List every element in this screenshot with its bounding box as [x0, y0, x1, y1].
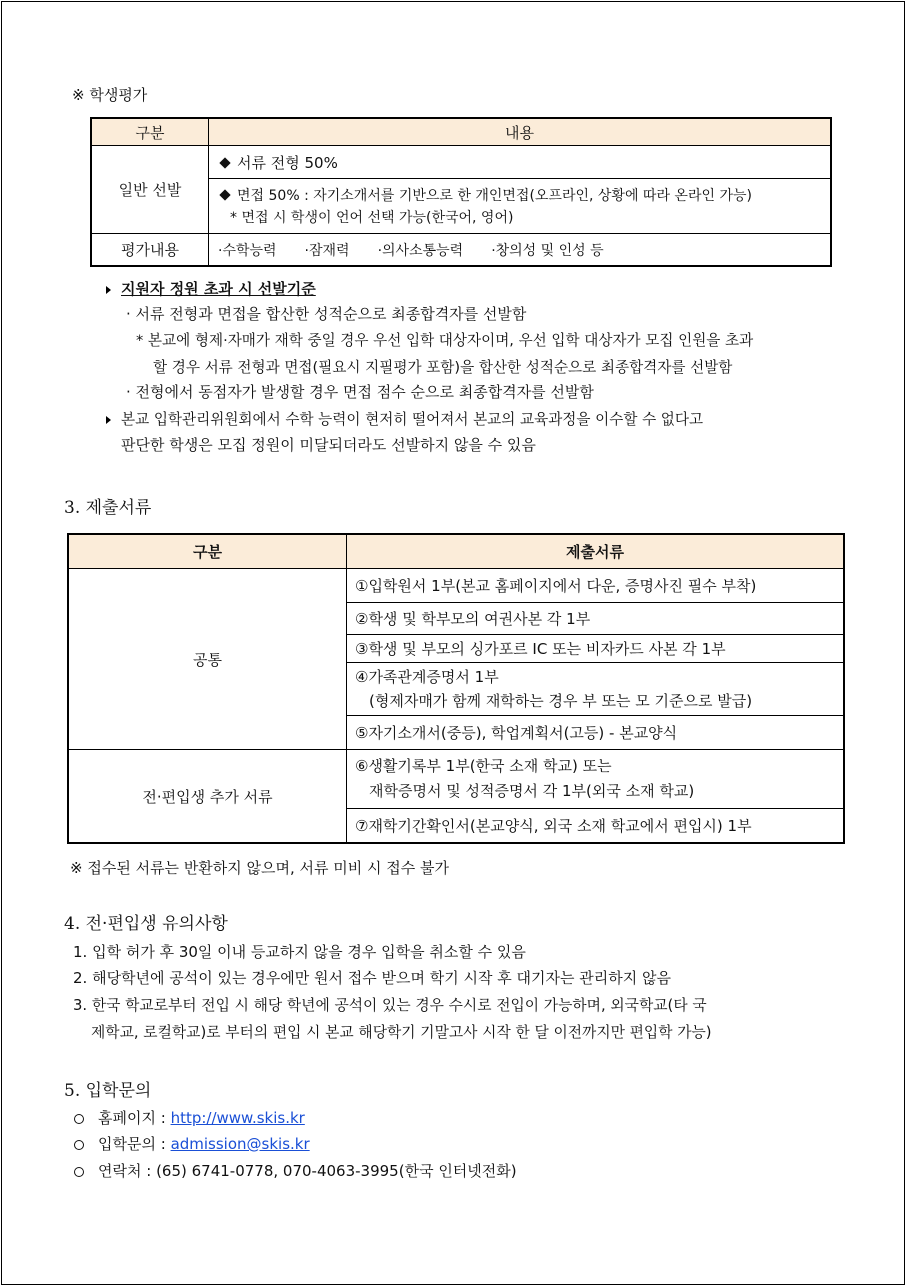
eval-doc-review: 서류 전형 50%	[209, 146, 832, 179]
eval-interview: 면접 50% : 자기소개서를 기반으로 한 개인면접(오프라인, 상황에 따라 온라인 가능) * 면접 시 학생이 언어 선택 가능(한국어, 영어)	[209, 179, 832, 234]
selection-line: * 본교에 형제·자매가 재학 중일 경우 우선 입학 대상자이며, 우선 입학 대상자가 모집 인원을 초과	[136, 332, 754, 349]
docs-item: ⑤자기소개서(중등), 학업계획서(고등) - 본교양식	[347, 716, 845, 750]
triangle-bullet-icon	[106, 286, 111, 294]
docs-common-label: 공통	[68, 569, 347, 750]
docs-item: ⑦재학기간확인서(본교양식, 외국 소재 학교에서 편입시) 1부	[347, 809, 845, 844]
diamond-bullet-icon	[219, 189, 230, 200]
selection-note: 본교 입학관리위원회에서 수학 능력이 현저히 떨어져서 본교의 교육과정을 이수할 수 없다고	[106, 408, 703, 429]
eval-table	[90, 117, 832, 267]
docs-table	[67, 533, 845, 844]
docs-col-category: 구분	[68, 534, 347, 569]
docs-item: ②학생 및 학부모의 여권사본 각 1부	[347, 603, 845, 635]
criteria-item: ·수학능력	[218, 242, 277, 259]
docs-heading: 3. 제출서류	[64, 498, 152, 518]
transfer-item: 2. 해당학년에 공석이 있는 경우에만 원서 접수 받으며 학기 시작 후 대기자는 관리하지 않음	[73, 969, 671, 987]
contact-heading: 5. 입학문의	[64, 1081, 152, 1101]
eval-col-category: 구분	[91, 118, 209, 146]
docs-item: ①입학원서 1부(본교 홈페이지에서 다운, 증명사진 필수 부착)	[347, 569, 845, 603]
selection-line: 할 경우 서류 전형과 면접(필요시 지필평가 포함)을 합산한 성적순으로 최종합격자를 선발함	[153, 359, 733, 376]
eval-row-general-label: 일반 선발	[91, 146, 209, 234]
eval-criteria	[209, 234, 832, 267]
criteria-item: ·창의성 및 인성 등	[491, 242, 604, 259]
criteria-item: ·의사소통능력	[377, 242, 464, 259]
circle-bullet-icon	[74, 1167, 84, 1177]
triangle-bullet-icon	[106, 416, 111, 424]
circle-bullet-icon	[74, 1114, 84, 1124]
docs-transfer-label: 전·편입생 추가 서류	[68, 750, 347, 844]
docs-item: ⑥생활기록부 1부(한국 소재 학교) 또는 재학증명서 및 성적증명서 각 1부(외국 소재 학교)	[347, 750, 845, 809]
transfer-item: 3. 한국 학교로부터 전입 시 해당 학년에 공석이 있는 경우 수시로 전입이 가능하며, 외국학교(타 국	[73, 997, 707, 1014]
transfer-item: 1. 입학 허가 후 30일 이내 등교하지 않을 경우 입학을 취소할 수 있음	[73, 943, 526, 961]
docs-item: ③학생 및 부모의 싱가포르 IC 또는 비자카드 사본 각 1부	[347, 635, 845, 663]
eval-row-criteria-label: 평가내용	[91, 234, 209, 267]
transfer-heading: 4. 전·편입생 유의사항	[64, 914, 228, 934]
selection-line: · 전형에서 동점자가 발생할 경우 면접 점수 순으로 최종합격자를 선발함	[126, 383, 594, 401]
transfer-item-cont: 제학교, 로컬학교)로 부터의 편입 시 본교 해당학기 기말고사 시작 한 달 이전까지만 편입학 가능)	[91, 1024, 712, 1041]
circle-bullet-icon	[74, 1140, 84, 1150]
selection-line: · 서류 전형과 면접을 합산한 성적순으로 최종합격자를 선발함	[126, 305, 527, 323]
diamond-bullet-icon	[219, 157, 230, 168]
selection-heading: 지원자 정원 초과 시 선발기준	[106, 278, 316, 299]
contact-phone: 연락처 : (65) 6741-0778, 070-4063-3995(한국 인터넷전화)	[74, 1160, 517, 1181]
eval-col-content: 내용	[209, 118, 832, 146]
eval-title: ※ 학생평가	[72, 86, 148, 104]
docs-note: ※ 접수된 서류는 반환하지 않으며, 서류 미비 시 접수 불가	[70, 859, 450, 877]
selection-line: 판단한 학생은 모집 정원이 미달되더라도 선발하지 않을 수 있음	[121, 436, 536, 454]
eval-interview-note: * 면접 시 학생이 언어 선택 가능(한국어, 영어)	[230, 209, 514, 226]
homepage-link[interactable]: http://www.skis.kr	[170, 1109, 305, 1127]
criteria-item: ·잠재력	[304, 242, 350, 259]
docs-col-docs: 제출서류	[347, 534, 845, 569]
contact-inquiry: 입학문의 : admission@skis.kr	[74, 1133, 310, 1154]
docs-item: ④가족관계증명서 1부 (형제자매가 함께 재학하는 경우 부 또는 모 기준으로 발급)	[347, 663, 845, 716]
contact-homepage: 홈페이지 : http://www.skis.kr	[74, 1107, 305, 1128]
email-link[interactable]: admission@skis.kr	[170, 1135, 310, 1153]
